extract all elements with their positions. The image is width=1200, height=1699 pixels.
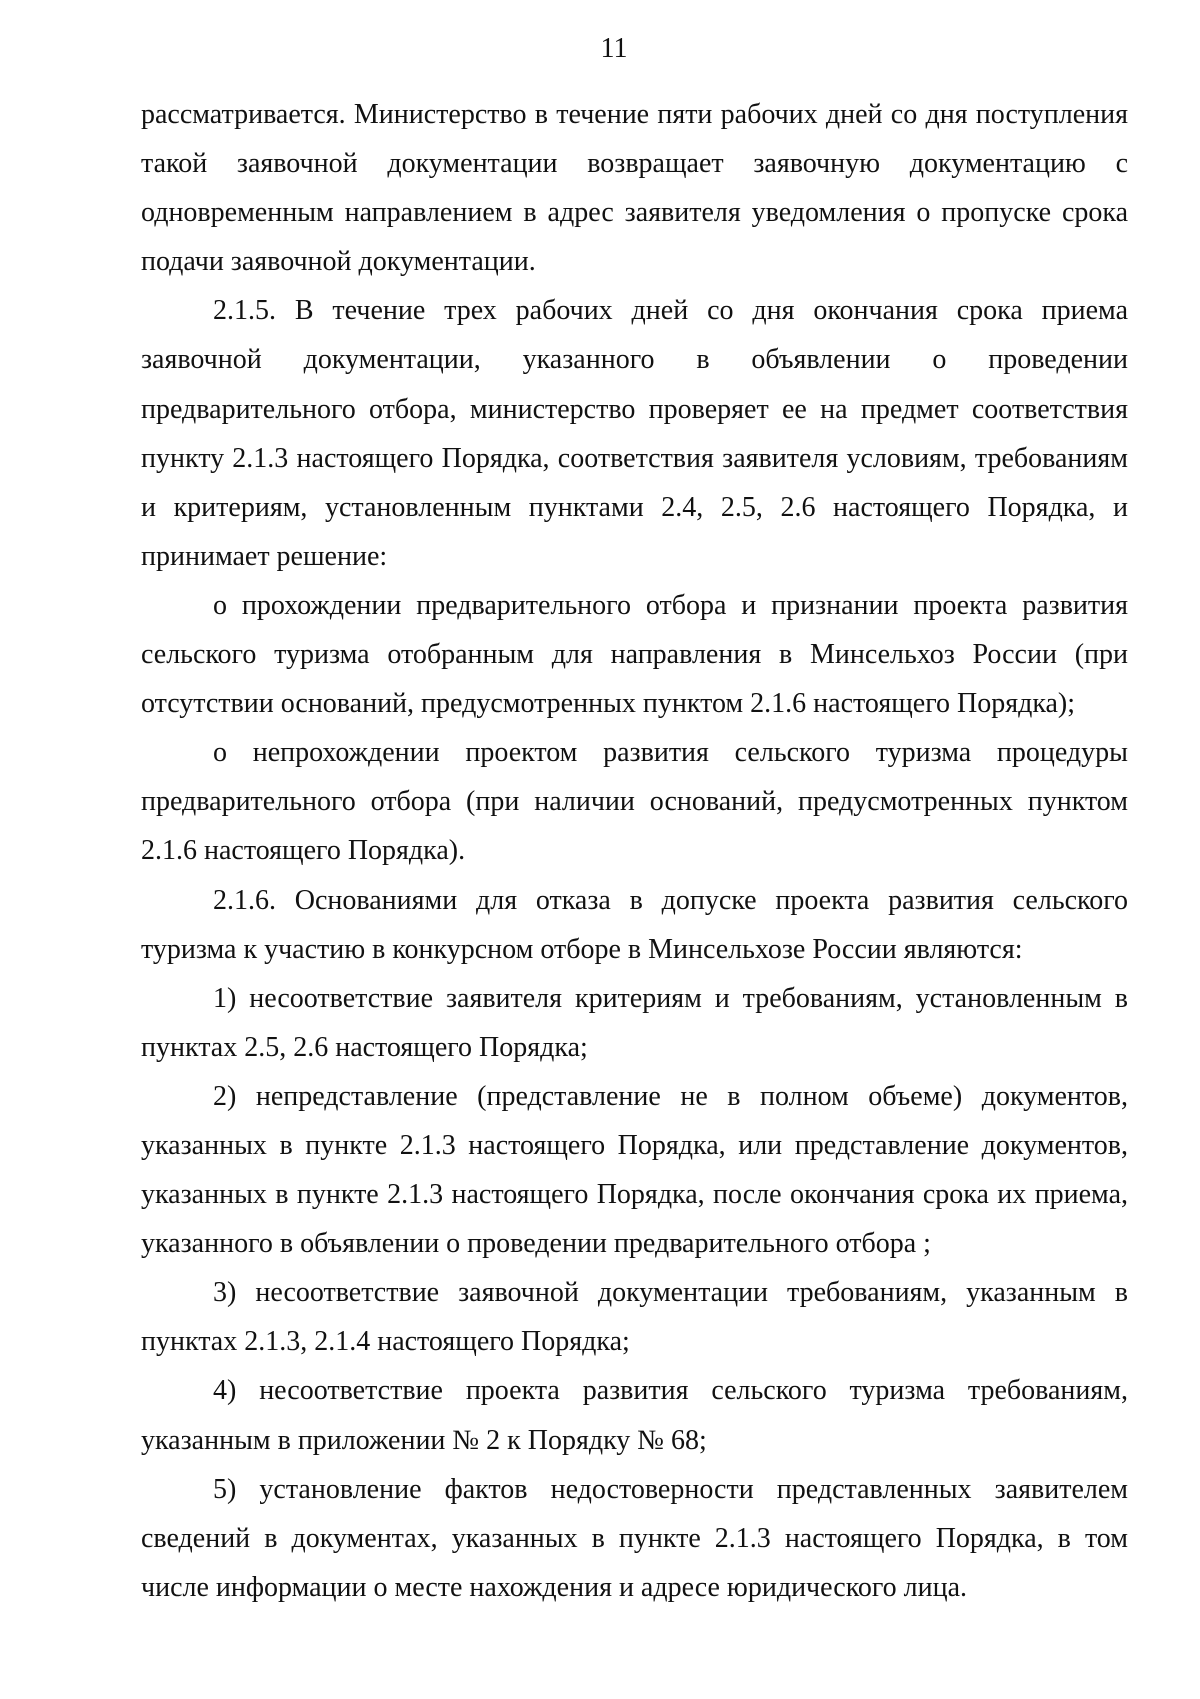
document-body [141, 90, 1128, 1612]
paragraph-2-1-5: 2.1.5. В течение трех рабочих дней со дня окончания срока приема заявочной документации, указанного в объявлении о проведении предварительного отбора, министерство проверяет ее на предмет соответствия пункту 2.1.3 настоящего Порядка, соответствия заявителя условиям, требованиям и критериям, установленным пунктами 2.4, 2.5, 2.6 настоящего Порядка, и принимает решение: [141, 295, 1128, 572]
list-item-2: 2) непредставление (представление не в полном объеме) документов, указанных в пункте 2.1.3 настоящего Порядка, или представление документов, указанных в пункте 2.1.3 настоящего Порядка, после окончания срока их приема, указанного в объявлении о проведении предварительного отбора ; [141, 1080, 1128, 1260]
paragraph-2-1-6: 2.1.6. Основаниями для отказа в допуске проекта развития сельского туризма к участию в конкурсном отборе в Минсельхозе России являются: [141, 884, 1128, 965]
list-item-1: 1) несоответствие заявителя критериям и требованиям, установленным в пунктах 2.5, 2.6 настоящего Порядка; [141, 982, 1128, 1063]
paragraph-continuation: рассматривается. Министерство в течение пяти рабочих дней со дня поступления такой заявочной документации возвращает заявочную документацию с одновременным направлением в адрес заявителя уведомления о пропуске срока подачи заявочной документации. [141, 99, 1128, 278]
list-item-4: 4) несоответствие проекта развития сельского туризма требованиям, указанным в приложении № 2 к Порядку № 68; [141, 1375, 1128, 1456]
page-number: 11 [600, 33, 628, 64]
list-item-3: 3) несоответствие заявочной документации требованиям, указанным в пунктах 2.1.3, 2.1.4 настоящего Порядка; [141, 1277, 1128, 1358]
paragraph-decision-fail: о непрохождении проектом развития сельского туризма процедуры предварительного отбора (при наличии оснований, предусмотренных пунктом 2.1.6 настоящего Порядка). [141, 737, 1128, 867]
paragraph-decision-pass: о прохождении предварительного отбора и признании проекта развития сельского туризма отобранным для направления в Минсельхоз России (при отсутствии оснований, предусмотренных пунктом 2.1.6 настоящего Порядка); [141, 589, 1128, 720]
list-item-5: 5) установление фактов недостоверности представленных заявителем сведений в документах, указанных в пункте 2.1.3 настоящего Порядка, в том числе информации о месте нахождения и адресе юридического лица. [141, 1473, 1128, 1603]
